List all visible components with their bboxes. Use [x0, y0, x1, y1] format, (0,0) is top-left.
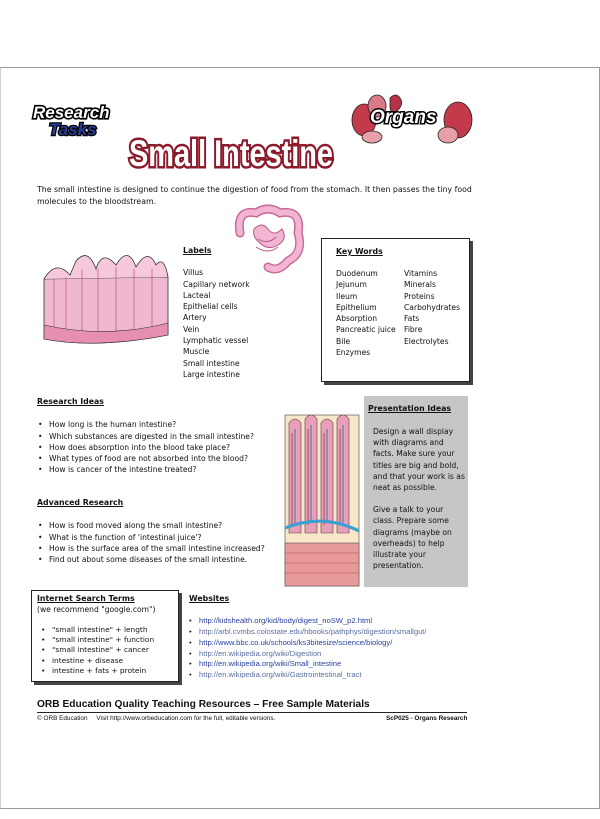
search-terms-heading: Internet Search Terms: [37, 594, 135, 603]
villus-diagram-image: [36, 239, 176, 357]
label-item: Artery: [183, 313, 207, 323]
websites-heading: Websites: [189, 594, 230, 603]
key-word: Bile: [336, 336, 351, 346]
internet-search-terms-box: [31, 590, 179, 682]
label-item: Epithelial cells: [183, 302, 238, 312]
villi-illustration-image: [283, 413, 361, 588]
list-item: • Which substances are digested in the small intestine?: [37, 431, 357, 442]
research-tasks-logo: [32, 102, 117, 138]
key-words-box: [321, 238, 470, 382]
key-word: Proteins: [404, 291, 435, 301]
search-term: • intestine + disease: [40, 656, 178, 666]
label-item: Lymphatic vessel: [183, 336, 249, 346]
page-title-text: Small Intestine: [129, 133, 333, 174]
key-words-heading: Key Words: [336, 247, 383, 256]
list-item: • What is the function of 'intestinal juice'?: [37, 532, 357, 543]
search-term: • "small intestine" + cancer: [40, 645, 178, 655]
footer-divider: [37, 712, 467, 713]
search-term: • "small intestine" + length: [40, 625, 178, 635]
website-link[interactable]: • http://kidshealth.org/kid/body/digest_noSW_p2.html: [189, 616, 479, 627]
key-word: Enzymes: [336, 348, 371, 358]
website-link[interactable]: • http://en.wikipedia.org/wiki/Digestion: [189, 649, 479, 660]
label-item: Small intestine: [183, 358, 240, 368]
labels-heading: Labels: [183, 246, 212, 255]
page-title: [127, 128, 337, 174]
footer-code: ScP025 - Organs Research: [386, 715, 468, 722]
logo-line-1: Research: [33, 103, 110, 122]
presentation-para-2: Give a talk to your class. Prepare some diagrams (maybe on overheads) to help illustrate your presentation.: [373, 505, 452, 571]
key-word: Carbohydrates: [404, 302, 461, 312]
intro-text: The small intestine is designed to continue the digestion of food from the stomach. It then passes the tiny food molecules to the bloodstream.: [37, 185, 472, 206]
key-word: Minerals: [404, 280, 436, 290]
key-word: Duodenum: [336, 269, 378, 278]
key-words-column-2: [404, 268, 469, 347]
label-item: Muscle: [183, 347, 210, 357]
list-item: • How is cancer of the intestine treated?: [37, 464, 357, 475]
label-item: Capillary network: [183, 279, 250, 289]
key-word: Electrolytes: [404, 336, 449, 346]
presentation-ideas-heading: Presentation Ideas: [368, 404, 452, 413]
key-word: Pancreatic juice: [336, 325, 396, 335]
search-terms-subtitle: (we recommend "google.com"): [37, 605, 156, 614]
list-item: • What types of food are not absorbed into the blood?: [37, 453, 357, 464]
search-term: • "small intestine" + function: [40, 635, 178, 645]
presentation-para-1: Design a wall display with diagrams and facts. Make sure your titles are big and bold, and that your work is as neat as possible.: [373, 427, 465, 493]
labels-section: [183, 245, 313, 380]
label-item: Large intestine: [183, 369, 240, 379]
footer-title: ORB Education Quality Teaching Resources – Free Sample Materials: [37, 699, 370, 710]
list-item: • How is food moved along the small intestine?: [37, 520, 357, 531]
search-term: • intestine + fats + protein: [40, 666, 178, 676]
footer-copyright: © ORB Education Visit http://www.orbeducation.com for the full, editable versions.: [37, 715, 276, 722]
website-link[interactable]: • http://arbl.cvmbs.colostate.edu/hbooks/pathphys/digestion/smallgut/: [189, 627, 479, 638]
list-item: • How is the surface area of the small intestine increased?: [37, 543, 357, 554]
label-item: Villus: [183, 268, 204, 278]
key-words-column-1: [336, 268, 406, 358]
label-item: Lacteal: [183, 290, 211, 300]
websites-section: [189, 593, 479, 689]
key-word: Fibre: [404, 325, 423, 335]
logo-line-2: Tasks: [49, 120, 97, 139]
presentation-ideas-panel: [364, 396, 468, 587]
list-item: • Find out about some diseases of the small intestine.: [37, 554, 357, 565]
label-item: Vein: [183, 324, 200, 334]
key-word: Jejunum: [336, 280, 367, 290]
website-link[interactable]: • http://en.wikipedia.org/wiki/Small_intestine: [189, 659, 479, 670]
key-word: Ileum: [336, 291, 358, 301]
key-word: Epithelium: [336, 302, 377, 312]
key-word: Absorption: [336, 314, 378, 324]
key-word: Fats: [404, 314, 420, 324]
organs-badge: [350, 90, 475, 145]
website-link[interactable]: • http://www.bbc.co.uk/schools/ks3bitesize/science/biology/: [189, 638, 479, 649]
website-link[interactable]: • http://en.wikipedia.org/wiki/Gastrointestinal_tract: [189, 670, 479, 681]
list-item: • How does absorption into the blood take place?: [37, 442, 357, 453]
key-word: Vitamins: [404, 269, 438, 278]
list-item: • How long is the human intestine?: [37, 419, 357, 430]
research-ideas-heading: Research Ideas: [37, 397, 104, 406]
presentation-ideas-text: [373, 426, 465, 571]
advanced-research-heading: Advanced Research: [37, 498, 124, 507]
organs-badge-text: Organs: [370, 107, 437, 128]
